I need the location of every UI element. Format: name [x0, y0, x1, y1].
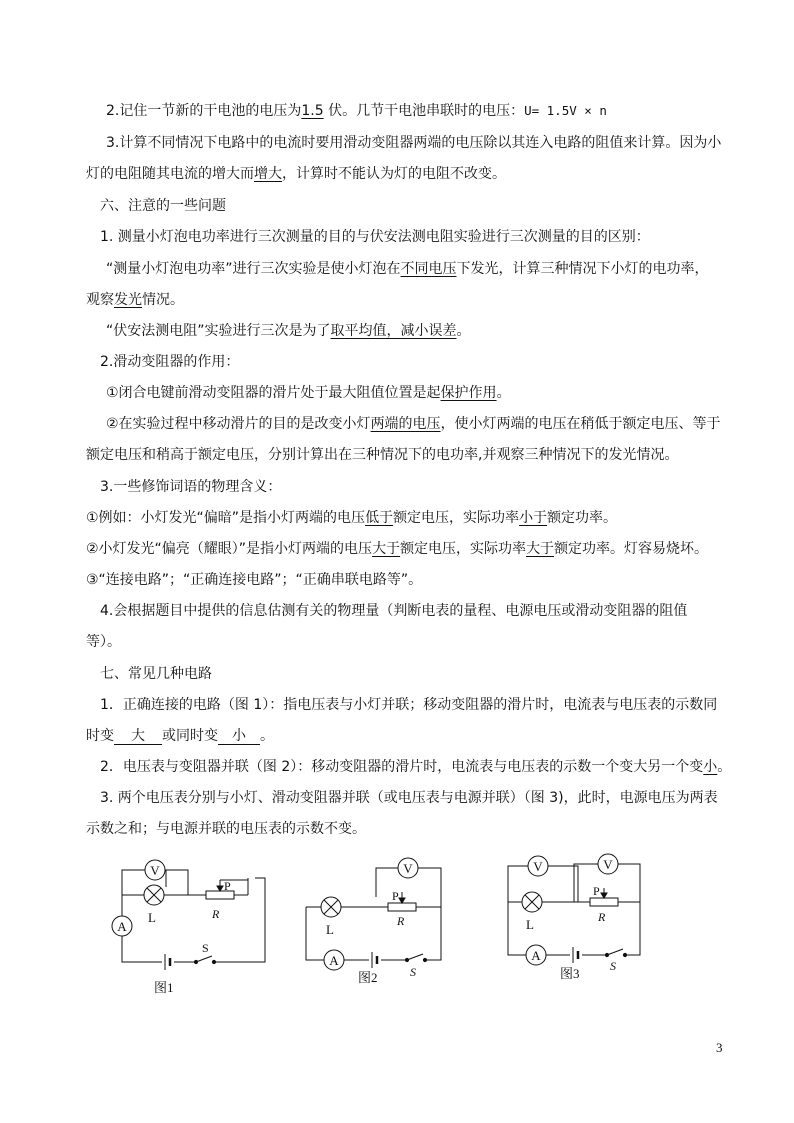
circuit-diagram-fig3	[500, 850, 670, 1000]
slider-label: P	[224, 879, 231, 893]
lamp-label: L	[526, 917, 534, 932]
ammeter-label: A	[117, 919, 127, 934]
answer-blank: 大于	[526, 541, 555, 557]
answer-blank: 大	[114, 728, 162, 745]
text-line: 1．正确连接的电路（图 1）：指电压表与小灯并联；移动变阻器的滑片时，电流表与电压表的示数同	[100, 697, 718, 713]
section-heading: 六、注意的一些问题	[100, 198, 226, 214]
voltmeter-label: V	[403, 861, 413, 876]
answer-blank: 1.5	[301, 103, 324, 119]
answer-blank: 小于	[519, 510, 548, 526]
text-line: 3.一些修饰词语的物理含义：	[100, 479, 282, 495]
answer-blank: 保护作用	[440, 385, 497, 401]
answer-blank: 小	[703, 759, 718, 775]
voltmeter-label: V	[150, 863, 160, 878]
switch-label: S	[202, 941, 209, 955]
text-line: 额定电压和稍高于额定电压，分别计算出在三种情况下的电功率,并观察三种情况下的发光情况。	[86, 447, 679, 463]
text-line: 2．电压表与变阻器并联（图 2）：移动变阻器的滑片时，电流表与电压表的示数一个变大另一个变小。	[100, 759, 732, 775]
rheostat-symbol	[388, 903, 416, 911]
switch-label: S	[410, 965, 416, 979]
rheostat-symbol	[590, 898, 618, 906]
page-number: 3	[716, 1040, 723, 1055]
answer-blank: 不同电压	[400, 261, 457, 277]
answer-blank: 取平均值，减小误差	[330, 323, 457, 339]
text-line: 观察发光情况。	[86, 292, 184, 308]
rheostat-label: R	[397, 914, 405, 928]
slider-label: P	[593, 884, 600, 898]
answer-blank: 大于	[372, 541, 401, 557]
lamp-label: L	[326, 922, 334, 937]
text-line: ①例如：小灯发光“偏暗”是指小灯两端的电压低于额定电压，实际功率小于额定功率。	[86, 510, 618, 526]
ammeter-label: A	[531, 948, 541, 963]
text-line: 2.滑动变阻器的作用：	[100, 354, 240, 370]
slider-label: P	[392, 889, 399, 903]
text-line: 等）。	[86, 634, 121, 650]
text-line: “伏安法测电阻”实验进行三次是为了取平均值，减小误差。	[106, 323, 471, 339]
section-heading: 七、常见几种电路	[100, 666, 212, 682]
answer-blank: 两端的电压	[370, 416, 441, 432]
ammeter-label: A	[329, 953, 339, 968]
voltmeter-1-label: V	[533, 859, 543, 874]
answer-blank: 低于	[365, 510, 394, 526]
text-line: ②小灯发光“偏亮（耀眼）”是指小灯两端的电压大于额定电压，实际功率大于额定功率。灯容易烧坏。	[86, 541, 709, 557]
answer-blank: 增大	[254, 166, 282, 182]
circuit-diagram-fig1	[100, 850, 280, 1000]
figure-caption: 图1	[154, 980, 174, 995]
text-line: 1. 测量小灯泡电功率进行三次测量的目的与伏安法测电阻实验进行三次测量的目的区别：	[100, 229, 650, 245]
text-line: 示数之和；与电源并联的电压表的示数不变。	[86, 821, 366, 837]
text-line: 灯的电阻随其电流的增大而增大，计算时不能认为灯的电阻不改变。	[86, 166, 506, 182]
text-line: 4.会根据题目中提供的信息估测有关的物理量（判断电表的量程、电源电压或滑动变阻器的阻值	[100, 603, 688, 619]
rheostat-label: R	[598, 910, 606, 924]
text-line: 2.记住一节新的干电池的电压为1.5 伏。几节干电池串联时的电压：U= 1.5V × n	[106, 103, 607, 119]
circuit-diagram-fig2	[296, 850, 466, 1000]
answer-blank: 小	[218, 728, 260, 745]
voltmeter-2-label: V	[603, 857, 613, 872]
text-line: ②在实验过程中移动滑片的目的是改变小灯两端的电压，使小灯两端的电压在稍低于额定电压、等于	[106, 416, 721, 432]
lamp-label: L	[148, 910, 156, 925]
figure-caption: 图2	[358, 970, 378, 985]
figure-caption: 图3	[560, 966, 580, 981]
text-line: 3. 两个电压表分别与小灯、滑动变阻器并联（或电压表与电源并联）（图 3)，此时，电源电压为两表	[100, 790, 718, 806]
text-line: “测量小灯泡电功率”进行三次实验是使小灯泡在不同电压下发光，计算三种情况下小灯的电功率，	[106, 261, 709, 277]
text-line: 3.计算不同情况下电路中的电流时要用滑动变阻器两端的电压除以其连入电路的阻值来计算。因为小	[106, 135, 722, 151]
answer-blank: 发光	[114, 292, 142, 308]
switch-label: S	[610, 959, 616, 973]
rheostat-label: R	[212, 907, 220, 921]
text-line: ③“连接电路”；“正确连接电路”；“正确串联电路等”。	[86, 572, 423, 588]
text-line: 时变 大 或同时变 小 。	[86, 728, 274, 744]
text-line: ①闭合电键前滑动变阻器的滑片处于最大阻值位置是起保护作用。	[106, 385, 511, 401]
